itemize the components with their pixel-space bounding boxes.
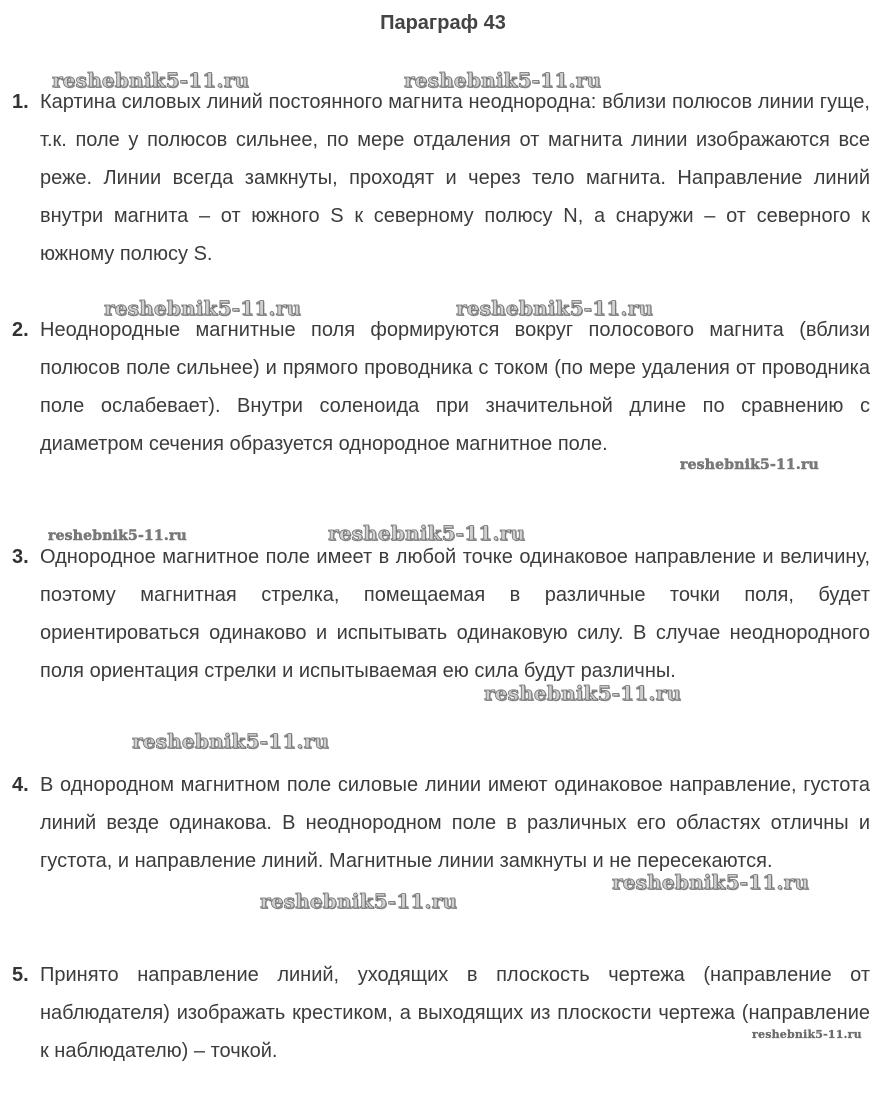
watermark: reshebnik5-11.ru <box>404 68 602 92</box>
item-text: В однородном магнитном поле силовые линии имеют одинаковое направление, густота линий везде одинакова. В неоднородном поле в различных его областях отличны и густота, и направление линий. Магнитные линии замкнуты и не пересекаются. <box>40 774 870 872</box>
watermark: reshebnik5-11.ru <box>612 870 810 894</box>
item-number: 1. <box>12 91 29 113</box>
watermark: reshebnik5-11.ru <box>132 729 330 753</box>
watermark: reshebnik5-11.ru <box>52 68 250 92</box>
list-item <box>12 83 870 273</box>
watermark: reshebnik5-11.ru <box>484 681 682 705</box>
item-number: 2. <box>12 319 29 341</box>
item-text: Однородное магнитное поле имеет в любой точке одинаковое направление и величину, поэтому магнитная стрелка, помещаемая в различные точки поля, будет ориентироваться одинаково и испытывать одинаковую силу. В случае неоднородного поля ориентация стрелки и испытываемая ею сила будут различны. <box>40 546 870 682</box>
watermark: reshebnik5-11.ru <box>48 528 187 544</box>
item-text: Принято направление линий, уходящих в плоскость чертежа (направление от наблюдателя) изображать крестиком, а выходящих из плоскости чертежа (направление к наблюдателю) – точкой. <box>40 964 870 1062</box>
list-item <box>12 766 870 880</box>
watermark: reshebnik5-11.ru <box>752 1028 862 1041</box>
watermark: reshebnik5-11.ru <box>328 521 526 545</box>
list-item <box>12 311 870 463</box>
watermark: reshebnik5-11.ru <box>456 296 654 320</box>
watermark: reshebnik5-11.ru <box>680 457 819 473</box>
list-item <box>12 956 870 1070</box>
item-number: 3. <box>12 546 29 568</box>
list-item <box>12 538 870 690</box>
item-number: 5. <box>12 964 29 986</box>
item-text: Неоднородные магнитные поля формируются вокруг полосового магнита (вблизи полюсов поле сильнее) и прямого проводника с током (по мере удаления от проводника поле ослабевает). Внутри соленоида при значительной длине по сравнению с диаметром сечения образуется однородное магнитное поле. <box>40 319 870 455</box>
item-number: 4. <box>12 774 29 796</box>
watermark: reshebnik5-11.ru <box>260 889 458 913</box>
page-title: Параграф 43 <box>380 12 506 34</box>
watermark: reshebnik5-11.ru <box>104 296 302 320</box>
item-text: Картина силовых линий постоянного магнита неоднородна: вблизи полюсов линии гуще, т.к. поле у полюсов сильнее, по мере отдаления от магнита линии изображаются все реже. Линии всегда замкнуты, проходят и через тело магнита. Направление линий внутри магнита – от южного S к северному полюсу N, а снаружи – от северного к южному полюсу S. <box>40 91 870 265</box>
